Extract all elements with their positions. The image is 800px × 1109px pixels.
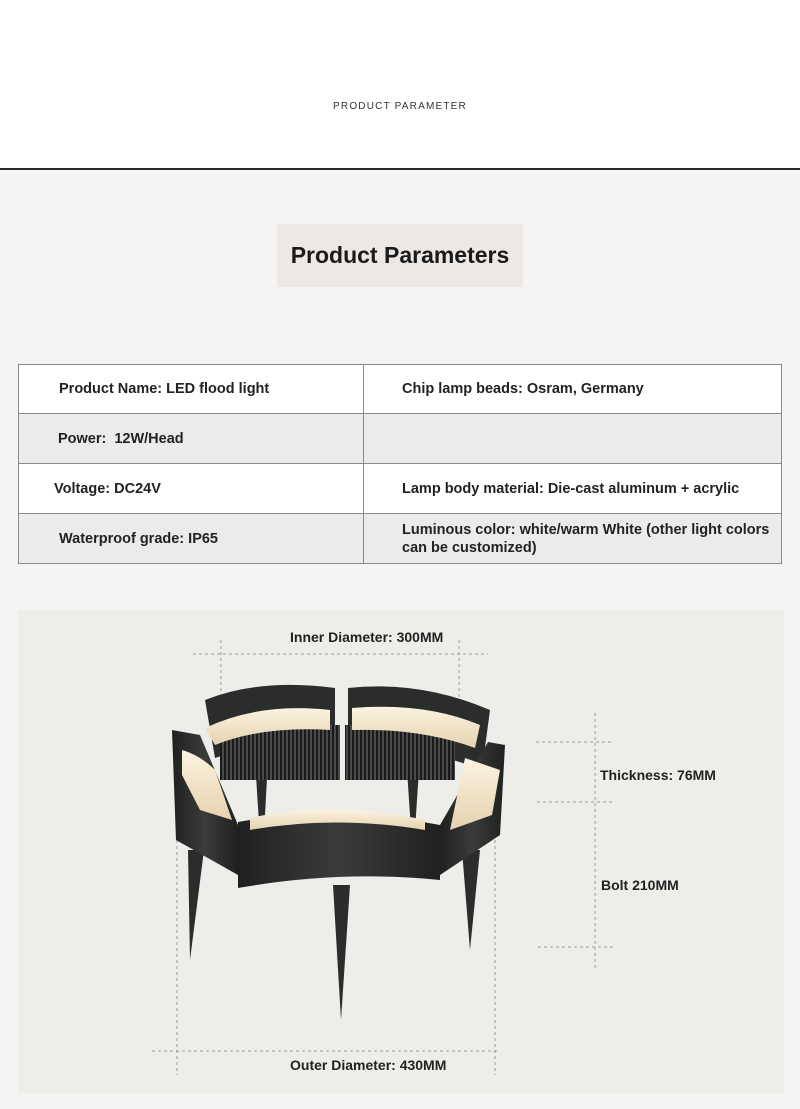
header-kicker: PRODUCT PARAMETER — [333, 101, 467, 112]
param-voltage: Voltage: DC24V — [19, 464, 364, 513]
top-header — [0, 0, 800, 170]
param-body-material: Lamp body material: Die-cast aluminum + acrylic — [364, 464, 782, 513]
inner-diameter-label: Inner Diameter: 300MM — [290, 629, 444, 645]
section-title: Product Parameters — [290, 242, 510, 268]
outer-diameter-label: Outer Diameter: 430MM — [290, 1057, 447, 1073]
param-power-label: Power: — [58, 430, 107, 447]
thickness-label: Thickness: 76MM — [600, 767, 716, 783]
param-luminous-color: Luminous color: white/warm White (other light colors can be customized) — [364, 514, 782, 563]
param-chip-beads: Chip lamp beads: Osram, Germany — [364, 365, 782, 413]
param-power-value: 12W/Head — [114, 430, 184, 447]
param-waterproof: Waterproof grade: IP65 — [19, 514, 364, 563]
bolt-label: Bolt 210MM — [601, 877, 679, 893]
content-area — [0, 170, 800, 1109]
param-product-name: Product Name: LED flood light — [19, 365, 364, 413]
